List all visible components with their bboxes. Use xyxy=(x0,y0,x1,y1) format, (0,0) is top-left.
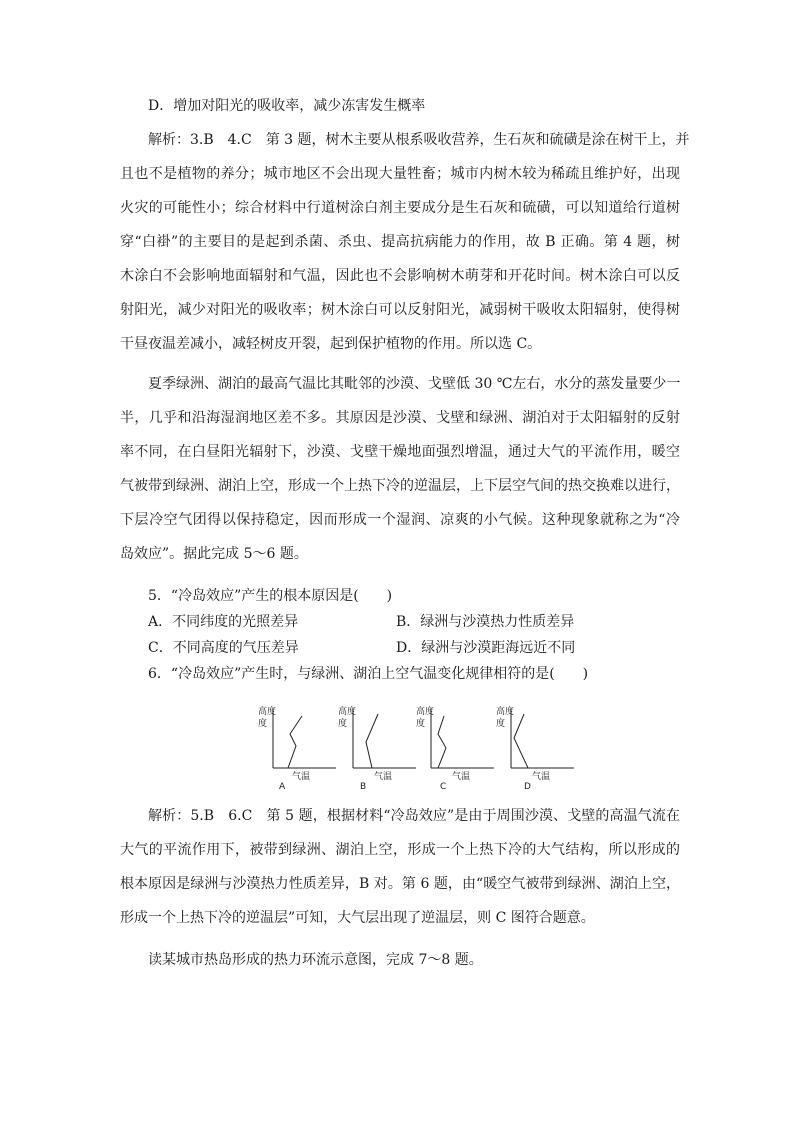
passage-line: 气被带到绿洲、湖泊上空，形成一个上热下冷的逆温层，上下层空气间的热交换难以进行， xyxy=(120,478,680,494)
temperature-curve xyxy=(366,714,378,768)
graph-y-label-2: 度 xyxy=(258,719,268,729)
analysis-line: 射阳光，减少对阳光的吸收率；树木涂白可以反射阳光，减弱树干吸收太阳辐射，使得树 xyxy=(120,302,680,318)
graph-c[interactable] xyxy=(414,704,500,790)
temperature-curve xyxy=(288,716,302,768)
analysis-line: 形成一个上热下冷的逆温层”可知，大气层出现了逆温层，则 C 图符合题意。 xyxy=(120,910,595,926)
passage-line: 率不同，在白昼阳光辐射下，沙漠、戈壁干燥地面强烈增温，通过大气的平流作用，暖空 xyxy=(120,444,680,460)
graph-y-label: 高度 xyxy=(258,707,277,717)
graph-a[interactable] xyxy=(256,704,342,790)
graph-option-label: B xyxy=(360,782,367,792)
analysis-line: 大气的平流作用下，被带到绿洲、湖泊上空，形成一个上热下冷的大气结构，所以形成的 xyxy=(120,842,680,858)
analysis-line: 干昼夜温差减小，减轻树皮开裂，起到保护植物的作用。所以选 C。 xyxy=(120,336,542,352)
q5-option-b[interactable]: B．绿洲与沙漠热力性质差异 xyxy=(396,614,575,630)
graph-y-label-2: 度 xyxy=(416,719,426,729)
analysis-line: 且也不是植物的养分；城市地区不会出现大量牲畜；城市内树木较为稀疏且维护好，出现 xyxy=(120,166,680,182)
graph-option-label: D xyxy=(524,782,531,792)
graph-y-label-2: 度 xyxy=(338,719,348,729)
analysis-line: 解析：5.B 6.C 第 5 题，根据材料“冷岛效应”是由于周围沙漠、戈壁的高温气流在 xyxy=(148,808,680,824)
graph-y-label-2: 度 xyxy=(496,719,506,729)
graph-y-label: 高度 xyxy=(338,707,357,717)
intro-7-8: 读某城市热岛形成的热力环流示意图，完成 7～8 题。 xyxy=(148,952,483,968)
q5-option-a[interactable]: A．不同纬度的光照差异 xyxy=(148,614,299,630)
graph-option-label: C xyxy=(440,782,447,792)
q5-stem: 5．“冷岛效应”产生的根本原因是( ) xyxy=(148,588,393,604)
analysis-line: 木涂白不会影响地面辐射和气温，因此也不会影响树木萌芽和开花时间。树木涂白可以反 xyxy=(120,268,680,284)
q6-stem: 6．“冷岛效应”产生时，与绿洲、湖泊上空气温变化规律相符的是( ) xyxy=(148,666,589,682)
graph-option-label: A xyxy=(279,782,286,792)
graph-x-label: 气温 xyxy=(374,772,393,782)
passage-line: 岛效应”。据此完成 5～6 题。 xyxy=(120,546,308,562)
passage-line: 夏季绿洲、湖泊的最高气温比其毗邻的沙漠、戈壁低 30 ℃左右，水分的蒸发量要少一 xyxy=(148,376,681,392)
graph-d[interactable] xyxy=(494,704,580,790)
graph-b[interactable] xyxy=(336,704,422,790)
analysis-line: 解析：3.B 4.C 第 3 题，树木主要从根系吸收营养，生石灰和硫磺是涂在树干上，并 xyxy=(148,132,690,148)
graph-x-label: 气温 xyxy=(452,772,471,782)
analysis-line: 根本原因是绿洲与沙漠热力性质差异，B 对。第 6 题，由“暖空气被带到绿洲、湖泊上空， xyxy=(120,876,680,892)
graph-y-label: 高度 xyxy=(416,707,435,717)
analysis-line: 火灾的可能性小；综合材料中行道树涂白剂主要成分是生石灰和硫磺，可以知道给行道树 xyxy=(120,200,680,216)
graph-x-label: 气温 xyxy=(532,772,551,782)
graph-y-label: 高度 xyxy=(496,707,515,717)
passage-line: 下层冷空气团得以保持稳定，因而形成一个湿润、凉爽的小气候。这种现象就称之为“冷 xyxy=(120,512,680,528)
graph-x-label: 气温 xyxy=(292,772,311,782)
analysis-line: 穿“白褂”的主要目的是起到杀菌、杀虫、提高抗病能力的作用，故 B 正确。第 4 题，树 xyxy=(120,234,680,250)
temperature-curve xyxy=(514,714,528,768)
temperature-curve xyxy=(438,716,446,768)
q5-option-d[interactable]: D．绿洲与沙漠距海远近不同 xyxy=(396,640,576,656)
passage-line: 半，几乎和沿海湿润地区差不多。其原因是沙漠、戈壁和绿洲、湖泊对于太阳辐射的反射 xyxy=(120,410,680,426)
q4-option-d: D．增加对阳光的吸收率，减少冻害发生概率 xyxy=(148,98,426,114)
q5-option-c[interactable]: C．不同高度的气压差异 xyxy=(148,640,299,656)
